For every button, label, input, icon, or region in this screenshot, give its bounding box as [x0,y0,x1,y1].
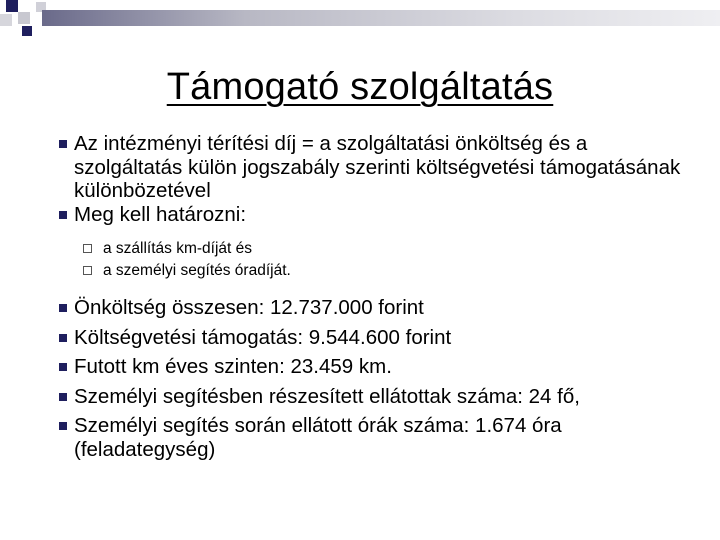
square-bullet-icon [59,304,67,312]
bullet-item [48,296,688,320]
sub-bullet-text: a személyi segítés óradíját. [103,262,291,279]
deco-square-dark [6,0,18,12]
bullet-item [48,132,688,203]
square-bullet-icon [59,422,67,430]
slide-title: Támogató szolgáltatás [166,66,554,108]
square-bullet-icon [59,334,67,342]
bullet-item [48,326,688,350]
square-bullet-icon [59,393,67,401]
checkbox-bullet-icon [83,266,92,275]
bullet-text: Az intézményi térítési díj = a szolgáltatási önköltség és a szolgáltatás külön jogszabály szerinti költségvetési támogatásának különbözetével [74,132,681,202]
bullet-text: Önköltség összesen: 12.737.000 forint [74,296,424,319]
bullet-text: Személyi segítés során ellátott órák száma: 1.674 óra (feladategység) [74,414,562,461]
checkbox-bullet-icon [83,244,92,253]
bullet-item [48,203,688,227]
square-bullet-icon [59,211,67,219]
bullet-item [48,355,688,379]
bullet-text: Futott km éves szinten: 23.459 km. [74,355,392,378]
square-bullet-icon [59,363,67,371]
deco-square-light [0,14,12,26]
sub-bullet-item [48,260,688,282]
bullet-text: Költségvetési támogatás: 9.544.600 forint [74,325,452,349]
bullet-text: Meg kell határozni: [74,202,247,226]
bullet-item [48,385,688,409]
sub-bullet-list [48,238,688,282]
square-bullet-icon [59,140,67,148]
header-decoration [0,0,720,40]
sub-bullet-text: a szállítás km-díját és [103,240,253,257]
deco-square-light [18,12,30,24]
bullet-text: Személyi segítésben részesített ellátottak száma: 24 fő, [74,384,580,408]
slide-content [48,132,688,461]
deco-square-dark [22,26,32,36]
deco-bar [42,10,720,26]
bullet-item [48,414,688,461]
sub-bullet-item [48,238,688,260]
